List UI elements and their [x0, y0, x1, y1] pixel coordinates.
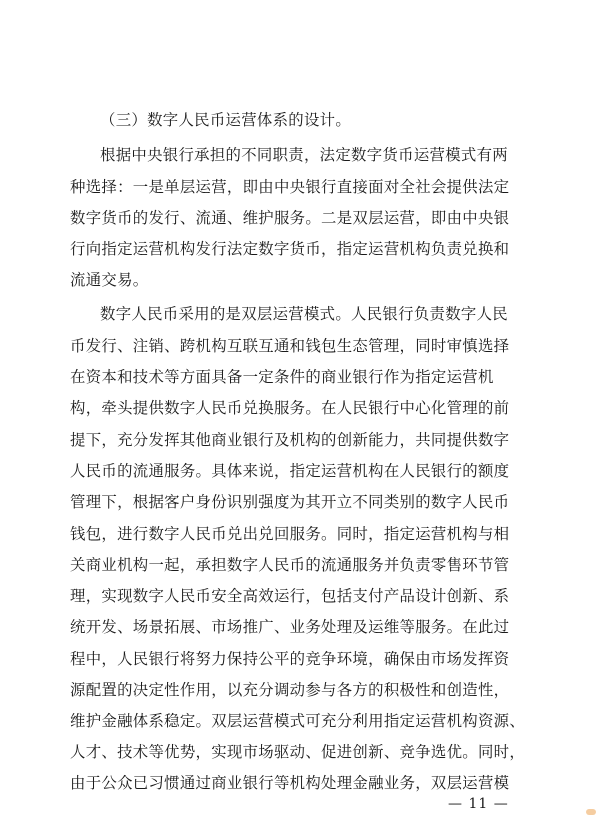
paragraph-1-line-2: 种选择：一是单层运营，即由中央银行直接面对全社会提供法定: [70, 178, 510, 196]
paragraph-1-line-3: 数字货币的发行、流通、维护服务。二是双层运营，即由中央银: [70, 209, 510, 227]
paragraph-2-line-2: 币发行、注销、跨机构互联互通和钱包生态管理，同时审慎选择: [70, 337, 510, 355]
paragraph-2-line-13: 源配置的决定性作用，以充分调动参与各方的积极性和创造性，: [70, 681, 510, 699]
paragraph-2-line-12: 程中，人民银行将努力保持公平的竞争环境，确保由市场发挥资: [70, 650, 510, 668]
paragraph-2-line-3: 在资本和技术等方面具备一定条件的商业银行作为指定运营机: [70, 368, 494, 386]
paragraph-2-line-15: 人才、技术等优势，实现市场驱动、促进创新、竞争选优。同时，: [70, 743, 526, 761]
paragraph-1-line-1: 根据中央银行承担的不同职责，法定数字货币运营模式有两: [100, 146, 508, 164]
paragraph-2-line-14: 维护金融体系稳定。双层运营模式可充分利用指定运营机构资源、: [70, 712, 526, 730]
paragraph-2-line-5: 提下，充分发挥其他商业银行及机构的创新能力，共同提供数字: [70, 431, 510, 449]
paragraph-2-line-1: 数字人民币采用的是双层运营模式。人民银行负责数字人民: [100, 305, 508, 323]
paragraph-2-line-11: 统开发、场景拓展、市场推广、业务处理及运维等服务。在此过: [70, 618, 510, 636]
section-heading: （三）数字人民币运营体系的设计。: [100, 111, 352, 129]
paragraph-2-line-16: 由于公众已习惯通过商业银行等机构处理金融业务，双层运营模: [70, 774, 510, 792]
scan-corner-mark: [586, 809, 596, 815]
paragraph-2-line-8: 钱包，进行数字人民币兑出兑回服务。同时，指定运营机构与相: [70, 525, 510, 543]
paragraph-2-line-10: 理，实现数字人民币安全高效运行，包括支付产品设计创新、系: [70, 587, 510, 605]
paragraph-1-line-4: 行向指定运营机构发行法定数字货币，指定运营机构负责兑换和: [70, 240, 510, 258]
page-number: — 11 —: [448, 796, 509, 812]
paragraph-2-line-4: 构，牵头提供数字人民币兑换服务。在人民银行中心化管理的前: [70, 399, 510, 417]
paragraph-2-line-7: 管理下，根据客户身份识别强度为其开立不同类别的数字人民币: [70, 493, 510, 511]
paragraph-2-line-9: 关商业机构一起，承担数字人民币的流通服务并负责零售环节管: [70, 556, 510, 574]
paragraph-1-line-5: 流通交易。: [70, 271, 149, 289]
paragraph-2-line-6: 人民币的流通服务。具体来说，指定运营机构在人民银行的额度: [70, 462, 510, 480]
